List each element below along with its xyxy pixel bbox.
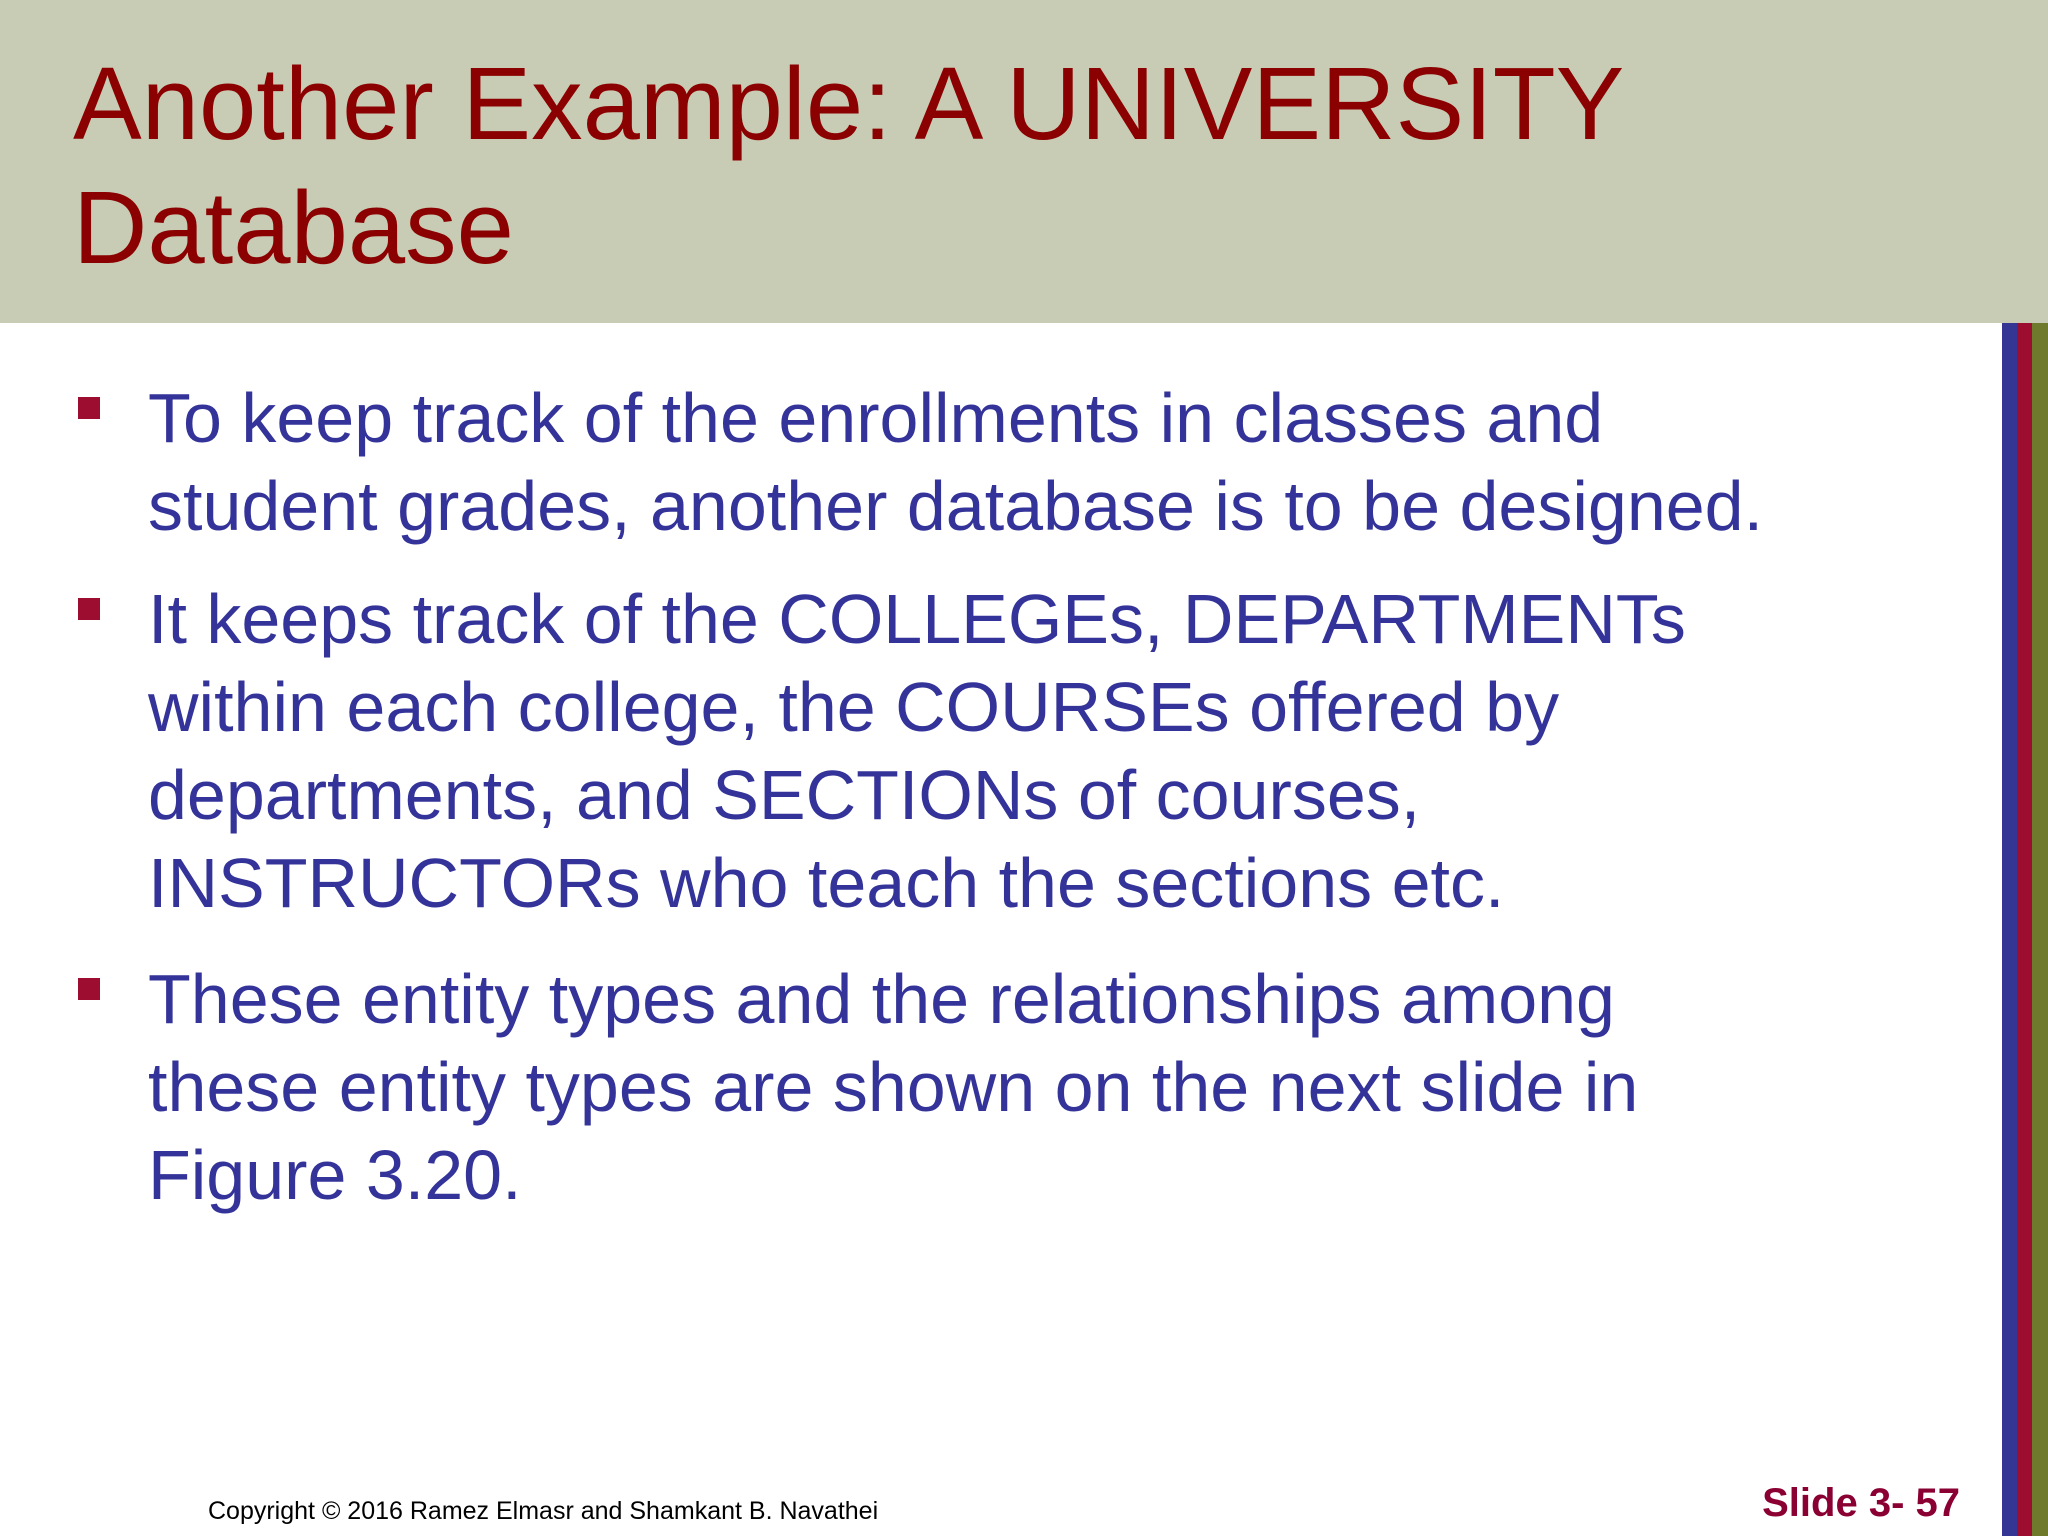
decorative-stripe-red [2017, 323, 2032, 1536]
slide-title-line-1: Another Example: A UNIVERSITY [73, 46, 1625, 161]
slide-title-line-2: Database [73, 170, 514, 285]
bullet-line: student grades, another database is to be designed. [148, 467, 1764, 545]
bullet-line: departments, and SECTIONs of courses, [148, 756, 1421, 834]
footer-copyright: Copyright © 2016 Ramez Elmasr and Shamkant B. Navathei [208, 1497, 879, 1525]
bullet-line: within each college, the COURSEs offered by [148, 668, 1560, 746]
bullet-line: these entity types are shown on the next slide in [148, 1048, 1639, 1126]
bullet-square-icon [78, 978, 100, 1000]
slide-title [73, 42, 1923, 290]
decorative-stripe-blue [2002, 323, 2017, 1536]
bullet-text [148, 955, 1948, 1219]
decorative-stripe-olive [2032, 323, 2048, 1536]
bullet-text [148, 374, 1948, 550]
bullet-square-icon [78, 598, 100, 620]
bullet-square-icon [78, 397, 100, 419]
bullet-line: To keep track of the enrollments in classes and [148, 379, 1604, 457]
slide-number: Slide 3- 57 [1762, 1481, 1960, 1525]
bullet-line: INSTRUCTORs who teach the sections etc. [148, 844, 1505, 922]
title-bar [0, 0, 2048, 323]
bullet-line: It keeps track of the COLLEGEs, DEPARTMENTs [148, 580, 1686, 658]
bullet-line: These entity types and the relationships among [148, 960, 1615, 1038]
bullet-line: Figure 3.20. [148, 1136, 522, 1214]
bullet-text [148, 575, 1948, 927]
